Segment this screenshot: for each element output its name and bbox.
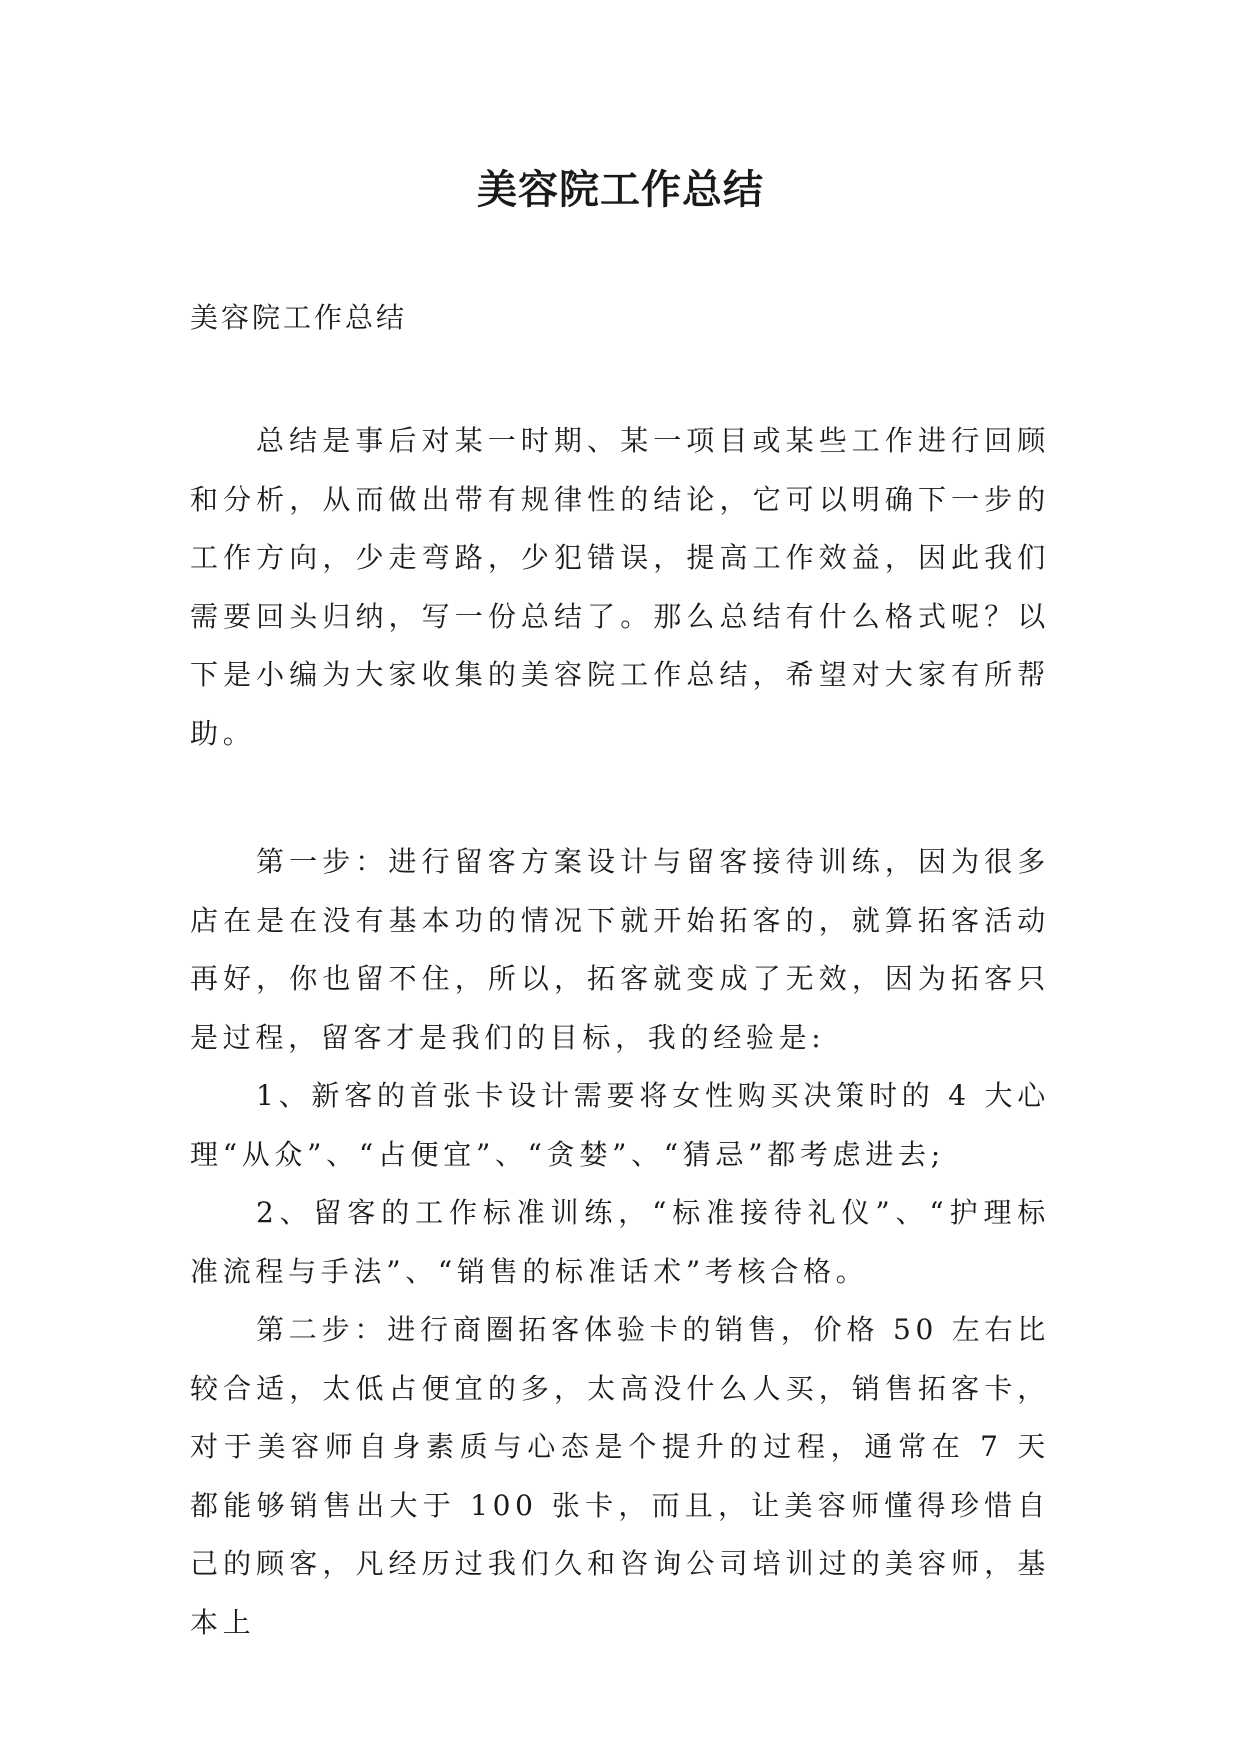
- document-title: 美容院工作总结: [477, 167, 764, 213]
- intro-paragraph: 总结是事后对某一时期、某一项目或某些工作进行回顾和分析，从而做出带有规律性的结论，它可以明确下一步的工作方向，少走弯路，少犯错误，提高工作效益，因此我们需要回头归纳，写一份总结了。那么总结有什么格式呢？以下是小编为大家收集的美容院工作总结，希望对大家有所帮助。: [190, 424, 1050, 750]
- step-one-paragraph: 第一步：进行留客方案设计与留客接待训练，因为很多店在是在没有基本功的情况下就开始拓客的，就算拓客活动再好，你也留不住，所以，拓客就变成了无效，因为拓客只是过程，留客才是我们的目标，我的经验是:: [190, 845, 1050, 1054]
- document-body: [190, 294, 1050, 1652]
- list-item-1: 1、新客的首张卡设计需要将女性购买决策时的 4 大心理“从众”、“占便宜”、“贪婪”、“猜忌”都考虑进去;: [190, 1079, 1050, 1171]
- spacer: [190, 763, 1050, 833]
- step-two-paragraph: 第二步：进行商圈拓客体验卡的销售，价格 50 左右比较合适，太低占便宜的多，太高没什么人买，销售拓客卡，对于美容师自身素质与心态是个提升的过程，通常在 7 天都能够销售出大于 100 张卡，而且，让美容师懂得珍惜自己的顾客，凡经历过我们久和咨询公司培训过的美容师，基本上: [190, 1313, 1050, 1639]
- document-subtitle: 美容院工作总结: [190, 301, 408, 334]
- list-item-2: 2、留客的工作标准训练，“标准接待礼仪”、“护理标准流程与手法”、“销售的标准话术”考核合格。: [190, 1196, 1050, 1288]
- spacer: [190, 342, 1050, 412]
